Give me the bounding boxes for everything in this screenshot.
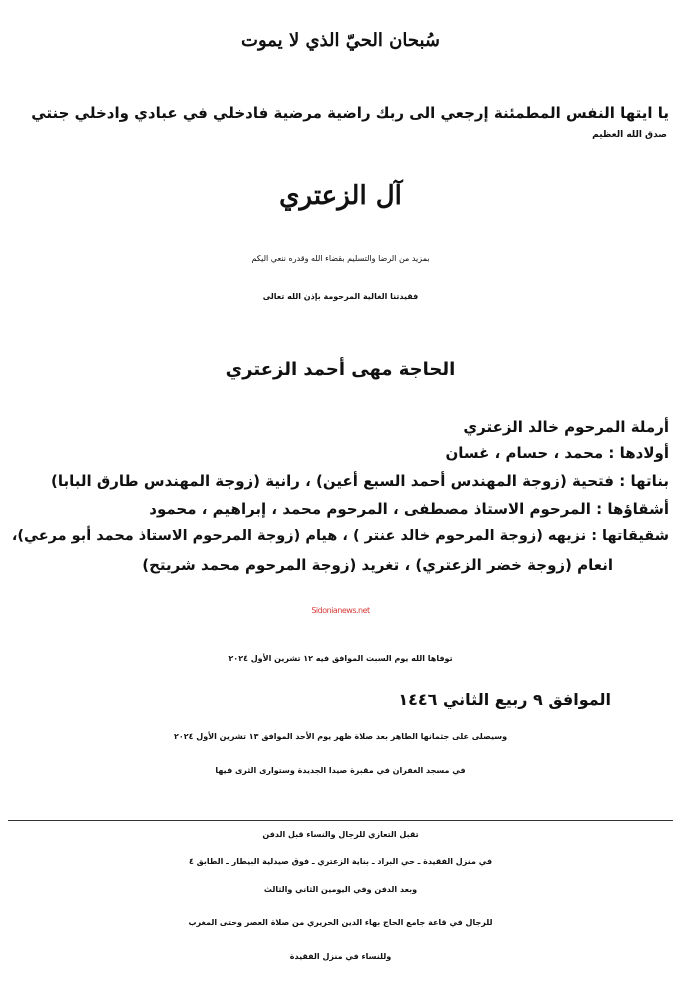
deceased-name: الحاجة مهى أحمد الزعتري: [225, 359, 456, 380]
daughters-line: بناتها : فتحية (زوجة المهندس أحمد السبع أعين) ، رانية (زوجة المهندس طارق البابا): [50, 472, 669, 490]
family-name-title: آل الزعتري: [279, 181, 402, 211]
funeral-prayer-line-2: في مسجد الغفران في مقبرة صيدا الجديدة وستوارى الثرى فيها: [215, 766, 466, 775]
condolences-after-burial: وبعد الدفن وفي اليومين الثاني والثالث: [263, 885, 418, 894]
sons-line: أولادها : محمد ، حسام ، غسان: [445, 444, 669, 462]
section-divider: [8, 820, 673, 821]
header-calligraphy: سُبحان الحيّ الذي لا يموت: [241, 30, 440, 51]
watermark-text: Sidonianews.net: [311, 606, 370, 615]
intro-line-1: بمزيد من الرضا والتسليم بقضاء الله وقدره ننعي اليكم: [251, 254, 430, 263]
death-date-line: توفاها الله يوم السبت الموافق فيه ١٢ تشرين الأول ٢٠٢٤: [228, 654, 453, 663]
quran-verse: يا ايتها النفس المطمئنة إرجعي الى ربك راضية مرضية فادخلي في عبادي وادخلي جنتي: [31, 104, 669, 122]
brothers-line: أشقاؤها : المرحوم الاستاذ مصطفى ، المرحوم محمد ، إبراهيم ، محمود: [149, 500, 669, 518]
intro-line-2: فقيدتنا الغالية المرحومة بإذن الله تعالى: [262, 292, 419, 301]
sisters-line-2: انعام (زوجة خضر الزعتري) ، تغريد (زوجة المرحوم محمد شريتح): [142, 556, 613, 574]
condolences-men-venue: للرجال في قاعة جامع الحاج بهاء الدين الحريري من صلاة العصر وحتى المغرب: [188, 918, 493, 927]
sisters-line-1: شقيقاتها : نزيهه (زوجة المرحوم خالد عنتر ) ، هيام (زوجة المرحوم الاستاذ محمد أبو مرعي)،: [11, 528, 669, 544]
verse-attribution: صدق الله العظيم: [592, 130, 667, 140]
widow-line: أرملة المرحوم خالد الزعتري: [463, 418, 669, 436]
condolences-women-venue: وللنساء في منزل الفقيدة: [289, 952, 392, 961]
funeral-prayer-line-1: وسيصلى على جثمانها الطاهر بعد صلاة ظهر يوم الأحد الموافق ١٣ تشرين الأول ٢٠٢٤: [173, 732, 508, 741]
condolences-home-address: في منزل الفقيدة ـ حي البراد ـ بناية الزعتري ـ فوق صيدلية البيطار ـ الطابق ٤: [188, 857, 493, 866]
hijri-date-line: الموافق ٩ ربيع الثاني ١٤٤٦: [398, 690, 611, 709]
condolences-title: تقبل التعازي للرجال والنساء قبل الدفن: [262, 830, 419, 839]
